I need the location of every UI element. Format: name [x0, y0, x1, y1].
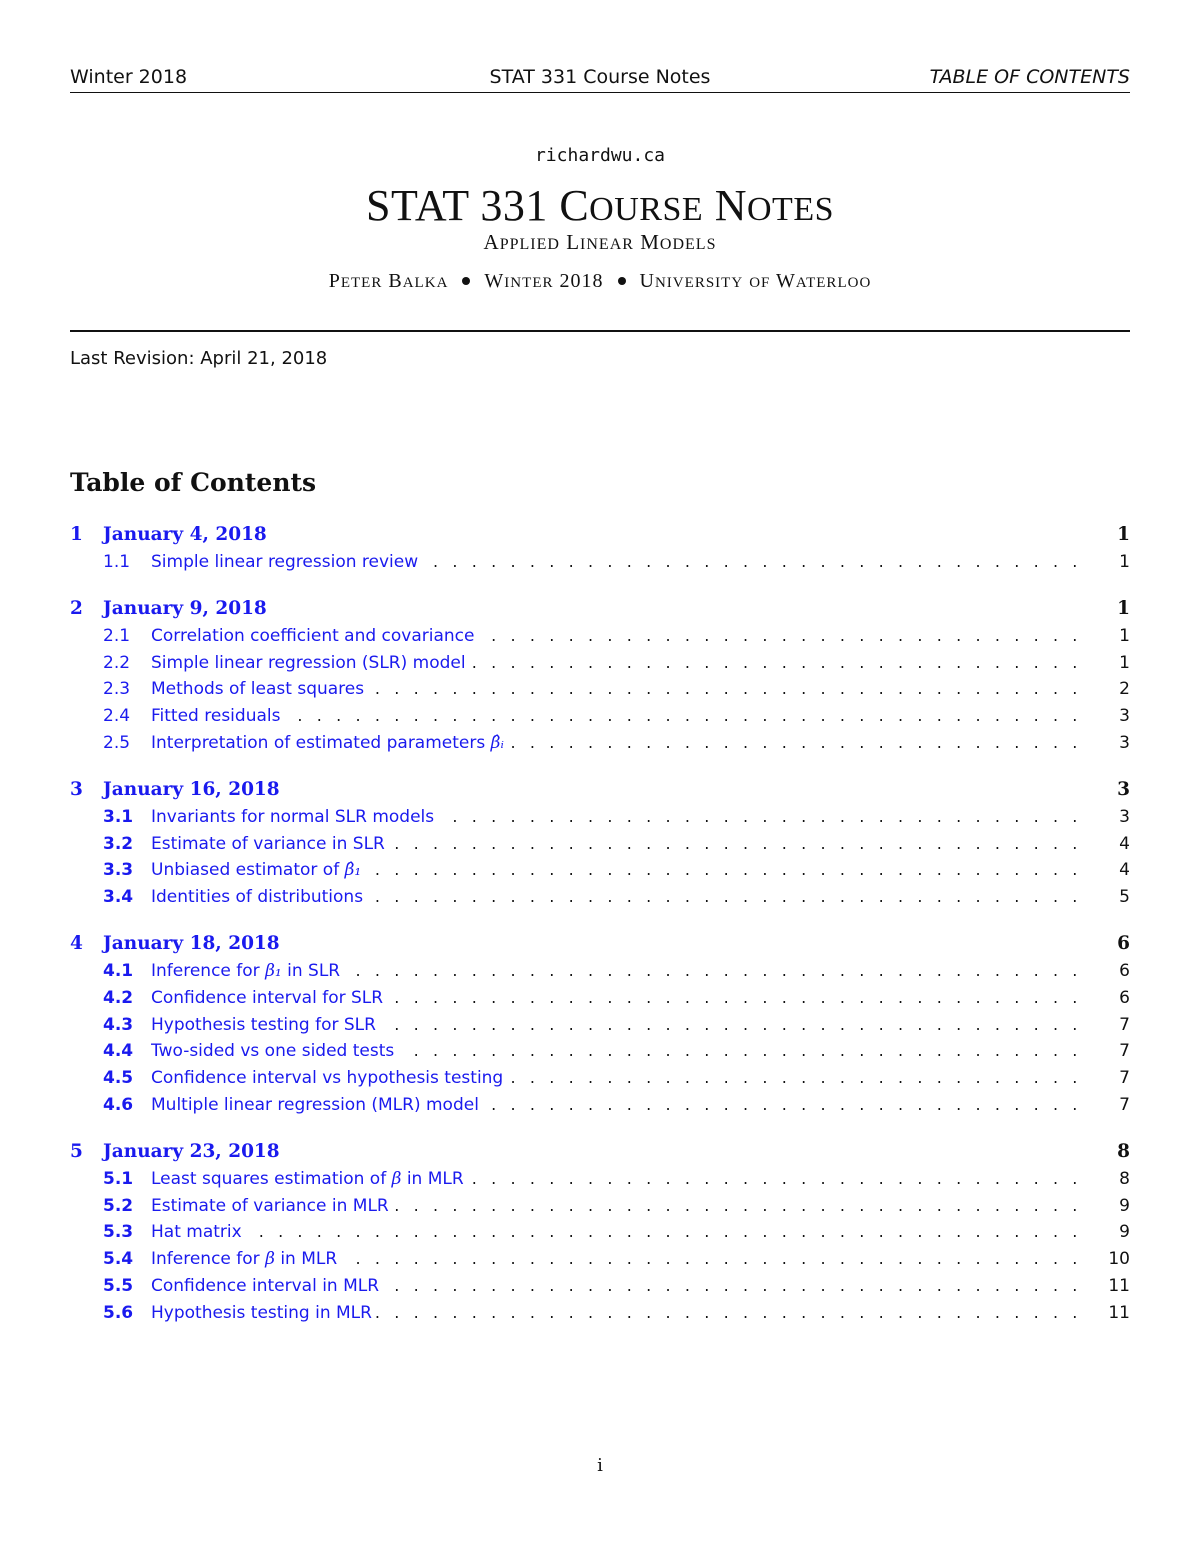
toc-subsection-link[interactable]	[70, 651, 1130, 678]
site-link[interactable]: richardwu.ca	[534, 145, 666, 166]
subsection-title-text: Correlation coefficient and covariance	[151, 625, 475, 646]
toc-subsection-link[interactable]	[70, 832, 1130, 859]
dot-leader	[376, 1303, 1082, 1327]
subsection-number: 4.5	[103, 1068, 134, 1089]
header-section: TABLE OF CONTENTS	[929, 66, 1130, 88]
subsection-number: 5.5	[103, 1275, 134, 1296]
toc-subsection-link[interactable]	[70, 1066, 1130, 1093]
dot-leader	[389, 834, 1082, 858]
dot-leader	[483, 1095, 1082, 1119]
subsection-title-text: in SLR	[287, 960, 341, 981]
subsection-number: 5.4	[103, 1249, 134, 1270]
subsection-number: 5.3	[103, 1222, 134, 1243]
subsection-page: 3	[1119, 732, 1130, 753]
toc-subsection-link[interactable]	[70, 1167, 1130, 1194]
subsection-title-text: Inference for	[151, 1249, 260, 1270]
toc-heading: Table of Contents	[70, 468, 317, 497]
dot-leader	[368, 679, 1082, 703]
subsection-title-text: Methods of least squares	[151, 679, 365, 700]
toc-subsection-link[interactable]	[70, 704, 1130, 731]
toc-subsection-link[interactable]	[70, 1274, 1130, 1301]
subsection-title-text: in MLR	[406, 1168, 464, 1189]
math-symbol: β	[265, 1249, 275, 1270]
section-number: 1	[70, 524, 83, 545]
toc-section-link[interactable]	[70, 931, 1130, 959]
toc-subsection-link[interactable]	[70, 1194, 1130, 1221]
subsection-title	[151, 834, 389, 858]
dot-leader	[508, 733, 1082, 757]
subsection-title-text: Interpretation of estimated parameters	[151, 732, 486, 753]
section-page: 6	[1117, 932, 1130, 954]
dot-leader	[284, 706, 1082, 730]
subsection-page: 6	[1119, 987, 1130, 1008]
subsection-title	[151, 1303, 376, 1327]
subsection-title	[151, 1095, 483, 1119]
subsection-page: 1	[1119, 625, 1130, 646]
subsection-title-text: Estimate of variance in SLR	[151, 833, 385, 854]
subsection-page: 1	[1119, 652, 1130, 673]
bullet-separator	[462, 277, 470, 285]
header-course: STAT 331 Course Notes	[489, 66, 711, 88]
subsection-title-text: Confidence interval vs hypothesis testing	[151, 1068, 504, 1089]
subsection-title	[151, 626, 478, 650]
subsection-title-text: Least squares estimation of	[151, 1168, 387, 1189]
section-page: 3	[1117, 778, 1130, 800]
subsection-page: 11	[1108, 1275, 1130, 1296]
subsection-page: 9	[1119, 1222, 1130, 1243]
toc-subsection-link[interactable]	[70, 959, 1130, 986]
dot-leader	[344, 961, 1082, 985]
dot-leader	[367, 887, 1082, 911]
subsection-title	[151, 679, 368, 703]
subsection-number: 4.3	[103, 1014, 134, 1035]
subsection-title	[151, 807, 438, 831]
toc-section-link[interactable]	[70, 777, 1130, 805]
subsection-number: 4.1	[103, 960, 134, 981]
subsection-number: 5.6	[103, 1302, 134, 1323]
dot-leader	[341, 1249, 1082, 1273]
subsection-title	[151, 1249, 341, 1273]
subsection-title	[151, 1015, 380, 1039]
subsection-title-text: Multiple linear regression (MLR) model	[151, 1094, 479, 1115]
subsection-title-text: Identities of distributions	[151, 887, 364, 908]
subsection-number: 3.1	[103, 806, 134, 827]
subsection-number: 1.1	[103, 552, 131, 572]
byline-institution: UNIVERSITY OF WATERLOO	[639, 270, 872, 292]
toc-subsection-link[interactable]	[70, 1013, 1130, 1040]
dot-leader	[393, 1196, 1082, 1220]
subsection-title	[151, 1196, 393, 1220]
bullet-separator	[618, 277, 626, 285]
subsection-title	[151, 1169, 468, 1193]
toc-subsection-link[interactable]	[70, 1220, 1130, 1247]
dot-leader	[438, 807, 1082, 831]
subsection-number: 4.2	[103, 987, 134, 1008]
toc-subsection-link[interactable]	[70, 858, 1130, 885]
section-title: January 23, 2018	[103, 1140, 280, 1162]
section-title: January 9, 2018	[103, 597, 267, 619]
toc-section	[70, 1139, 1130, 1328]
dot-leader	[365, 860, 1082, 884]
subsection-title	[151, 1041, 398, 1065]
section-number: 2	[70, 597, 83, 619]
subsection-title-text: Fitted residuals	[151, 706, 281, 727]
math-symbol: β₁	[265, 960, 282, 981]
toc-section	[70, 596, 1130, 758]
toc-subsection-link[interactable]	[70, 1301, 1130, 1328]
revision-date: Last Revision: April 21, 2018	[70, 348, 328, 369]
subsection-title	[151, 552, 422, 576]
section-page: 8	[1117, 1140, 1130, 1162]
subsection-number: 3.3	[103, 860, 134, 881]
byline-term: WINTER 2018	[484, 270, 604, 292]
document-title: STAT 331 COURSE NOTES	[365, 181, 835, 230]
subsection-title-text: Inference for	[151, 960, 260, 981]
subsection-title	[151, 1222, 246, 1246]
document-subtitle: APPLIED LINEAR MODELS	[483, 230, 717, 254]
subsection-page: 7	[1119, 1068, 1130, 1089]
byline-author: PETER BALKA	[328, 270, 449, 292]
toc-section-link[interactable]	[70, 596, 1130, 624]
subsection-title-text: Unbiased estimator of	[151, 860, 340, 881]
toc-section-link[interactable]	[70, 522, 1130, 550]
subsection-page: 10	[1108, 1249, 1130, 1270]
subsection-page: 6	[1119, 960, 1130, 981]
subsection-title	[151, 1068, 507, 1092]
subsection-title	[151, 733, 508, 757]
subsection-title-text: Hypothesis testing for SLR	[151, 1014, 376, 1035]
toc-section-link[interactable]	[70, 1139, 1130, 1167]
toc-section	[70, 931, 1130, 1120]
dot-leader	[398, 1041, 1082, 1065]
subsection-number: 4.6	[103, 1094, 134, 1115]
dot-leader	[422, 552, 1082, 576]
subsection-page: 8	[1119, 1168, 1130, 1189]
subsection-title-text: Confidence interval in MLR	[151, 1275, 380, 1296]
subsection-title-text: Simple linear regression (SLR) model	[151, 652, 466, 673]
toc-subsection-link[interactable]	[70, 624, 1130, 651]
subsection-title	[151, 887, 367, 911]
subsection-number: 2.1	[103, 625, 131, 646]
subsection-title-text: Invariants for normal SLR models	[151, 806, 435, 827]
toc-subsection-link[interactable]	[70, 550, 1130, 577]
subsection-page: 4	[1119, 833, 1130, 854]
subsection-title-text: Two-sided vs one sided tests	[151, 1041, 395, 1062]
subsection-page: 11	[1108, 1302, 1130, 1323]
section-number: 4	[70, 932, 83, 954]
toc-subsection-link[interactable]	[70, 731, 1130, 758]
subsection-page: 7	[1119, 1094, 1130, 1115]
dot-leader	[470, 653, 1082, 677]
toc-subsection-link[interactable]	[70, 1093, 1130, 1120]
subsection-page: 7	[1119, 1014, 1130, 1035]
byline	[0, 270, 1200, 293]
subsection-number: 3.2	[103, 833, 134, 854]
dot-leader	[387, 988, 1082, 1012]
subsection-title	[151, 653, 470, 677]
page-number: i	[597, 1455, 603, 1476]
subsection-page: 1	[1119, 552, 1130, 572]
dot-leader	[478, 626, 1082, 650]
subsection-number: 5.1	[103, 1168, 134, 1189]
subsection-title-text: Hypothesis testing in MLR	[151, 1302, 372, 1323]
subsection-page: 5	[1119, 887, 1130, 908]
section-page: 1	[1117, 597, 1130, 619]
section-number: 3	[70, 778, 83, 800]
title-rule	[70, 330, 1130, 332]
subsection-title	[151, 961, 344, 985]
toc-subsection-link[interactable]	[70, 885, 1130, 912]
header-term: Winter 2018	[70, 66, 188, 88]
subsection-page: 3	[1119, 706, 1130, 727]
toc-subsection-link[interactable]	[70, 986, 1130, 1013]
subsection-number: 2.4	[103, 706, 131, 727]
toc-subsection-link[interactable]	[70, 677, 1130, 704]
section-title: January 18, 2018	[103, 932, 280, 954]
toc-subsection-link[interactable]	[70, 805, 1130, 832]
toc-section	[70, 777, 1130, 912]
subsection-title	[151, 988, 387, 1012]
subsection-page: 7	[1119, 1041, 1130, 1062]
subsection-title-text: Estimate of variance in MLR	[151, 1195, 389, 1216]
dot-leader	[380, 1015, 1082, 1039]
subsection-number: 3.4	[103, 887, 134, 908]
subsection-title-text: Hat matrix	[151, 1222, 242, 1243]
dot-leader	[383, 1276, 1082, 1300]
toc-subsection-link[interactable]	[70, 1247, 1130, 1274]
subsection-page: 2	[1119, 679, 1130, 700]
math-symbol: β̂₁	[344, 860, 362, 881]
toc-subsection-link[interactable]	[70, 1039, 1130, 1066]
subsection-title-text: in MLR	[280, 1249, 338, 1270]
subsection-number: 2.2	[103, 652, 131, 673]
math-symbol: β̂ᵢ	[490, 732, 504, 753]
running-header	[70, 64, 1130, 93]
section-title: January 16, 2018	[103, 778, 280, 800]
subsection-title	[151, 706, 284, 730]
table-of-contents	[70, 522, 1130, 1347]
dot-leader	[468, 1169, 1082, 1193]
dot-leader	[246, 1222, 1082, 1246]
subsection-title-text: Simple linear regression review	[151, 552, 419, 572]
subsection-page: 3	[1119, 806, 1130, 827]
math-symbol: β	[391, 1168, 402, 1189]
subsection-page: 9	[1119, 1195, 1130, 1216]
subsection-title	[151, 860, 365, 884]
subsection-number: 5.2	[103, 1195, 134, 1216]
subsection-number: 2.5	[103, 732, 131, 753]
subsection-page: 4	[1119, 860, 1130, 881]
subsection-number: 2.3	[103, 679, 131, 700]
subsection-title-text: Confidence interval for SLR	[151, 987, 384, 1008]
section-title: January 4, 2018	[103, 524, 267, 545]
subsection-title	[151, 1276, 383, 1300]
toc-section	[70, 522, 1130, 577]
dot-leader	[507, 1068, 1082, 1092]
subsection-number: 4.4	[103, 1041, 134, 1062]
section-page: 1	[1117, 524, 1130, 545]
section-number: 5	[70, 1140, 83, 1162]
